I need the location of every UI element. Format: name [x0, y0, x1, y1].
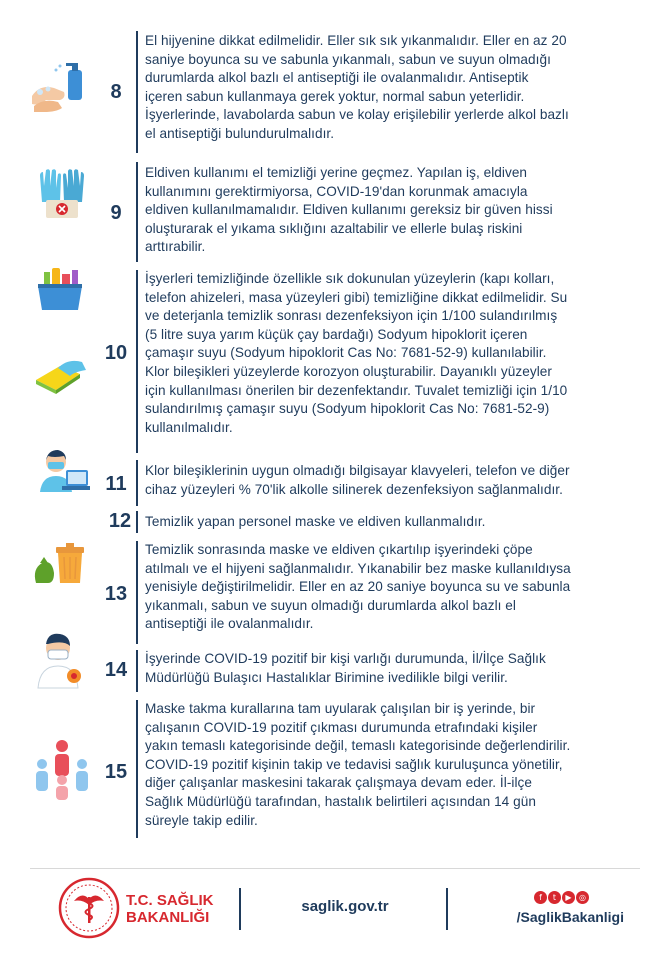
footer-divider-1: [239, 888, 241, 930]
divider: [136, 541, 138, 644]
item-number: 9: [110, 202, 122, 224]
ministry-logo-icon: [58, 877, 120, 939]
computer-user-icon: [30, 448, 94, 494]
item-number: 13: [104, 583, 128, 605]
website-link[interactable]: saglik.gov.tr: [301, 898, 389, 915]
gloves-icon: [30, 166, 94, 222]
sponge-icon: [30, 358, 94, 394]
item-text: Maske takma kurallarına tam uyularak çalışılan bir iş yerinde, bir çalışanın COVID-19 pozitif çıkması durumunda etrafındaki kişiler yakın temaslı kategorisinde değil, temaslı kategorisinde değerlendirilir. COVID-19 pozitif kişinin takip ve tedavisi sağlık kuruluşunca yönetilir, diğer çalışanlar maskesini takarak çalışmaya devam eder. İl-ilçe Sağlık Müdürlüğü tarafından, hastalık belirtileri açısından 14 gün süreyle takip edilir.: [145, 701, 571, 828]
item-text: İşyerinde COVID-19 pozitif bir kişi varlığı durumunda, İl/İlçe Sağlık Müdürlüğü Bulaşıcı Hastalıklar Birimine ivedilikle bilgi verilir.: [145, 651, 546, 685]
social-handle[interactable]: /SaglikBakanligi: [516, 909, 624, 925]
item-number: 12: [108, 510, 132, 532]
footer-separator: [30, 868, 640, 869]
social-icons: [534, 891, 590, 905]
divider: [136, 650, 138, 692]
item-8: [0, 28, 670, 154]
youtube-icon[interactable]: ▶: [562, 891, 575, 904]
item-number: 8: [110, 81, 122, 103]
divider: [136, 700, 138, 838]
hand-washing-icon: [30, 62, 94, 116]
divider: [136, 511, 138, 533]
item-15: [0, 698, 670, 840]
divider: [136, 460, 138, 506]
instagram-icon[interactable]: ◎: [576, 891, 589, 904]
item-13: [0, 539, 670, 645]
item-11: [0, 458, 670, 506]
item-text: Eldiven kullanımı el temizliği yerine geçmez. Yapılan iş, eldiven kullanımını gerektirmiyorsa, COVID-19'dan korunmak amacıyla eldiven kullanılmamalıdır. Eldiven kullanımı gereksiz bir güven hissi oluşturarak el yıkama sıklığını azaltabilir ve ellerle bulaş riskini arttırabilir.: [145, 165, 553, 255]
item-number: 11: [105, 473, 127, 495]
item-text: Klor bileşiklerinin uygun olmadığı bilgisayar klavyeleri, telefon ve diğer cihaz yüzeyleri % 70'lik alkolle silinerek dezenfeksiyon sağlanmalıdır.: [145, 463, 570, 497]
item-text: El hijyenine dikkat edilmelidir. Eller sık sık yıkanmalıdır. Eller en az 20 saniye boyunca su ve sabunla yıkanmalı, sabun ve suyun olmadığı durumlarda alkol bazlı el antiseptiği ile ovalanmalıdır. Antiseptik içeren sabun kullanmaya gerek yoktur, normal sabun yeterlidir. İşyerlerinde, lavabolarda sabun ve kolay erişilebilir yerlerde alkol bazlı el antiseptiği bulundurulmalıdır.: [145, 33, 569, 141]
trash-bin-icon: [30, 539, 94, 585]
cleaning-supplies-icon: [30, 268, 94, 312]
item-number: 15: [104, 761, 128, 783]
item-10: [0, 268, 670, 455]
item-number: 10: [104, 342, 128, 364]
item-text: İşyerleri temizliğinde özellikle sık dokunulan yüzeylerin (kapı kolları, telefon ahizeleri, masa yüzeyleri gibi) temizliğine dikkat edilmelidir. Su ve deterjanla temizlik sonrası dezenfeksiyon için 1/100 sulandırılmış (5 litre suya yarım küçük çay bardağı) Sodyum hipoklorit içeren çamaşır suyu (Sodyum hipoklorit Cas No: 7681-52-9) kullanılabilir. Klor bileşikleri yüzeylerde korozyon oluşturabilir. Dayanıklı yüzeyler için kullanılması önerilen bir dezenfektandır. Tuvalet temizliği için 1/10 sulandırılmış çamaşır suyu (Sodyum hipoklorit Cas No: 7681-52-9) kullanılmalıdır.: [145, 271, 568, 435]
people-group-icon: [30, 738, 94, 800]
divider: [136, 162, 138, 262]
masked-person-icon: [30, 630, 94, 690]
item-12: [0, 509, 670, 535]
divider: [136, 31, 138, 153]
footer-divider-2: [446, 888, 448, 930]
twitter-icon[interactable]: t: [548, 891, 561, 904]
item-text: Temizlik yapan personel maske ve eldiven kullanmalıdır.: [145, 514, 486, 529]
item-9: [0, 160, 670, 264]
item-number: 14: [104, 659, 128, 681]
item-14: [0, 648, 670, 694]
divider: [136, 270, 138, 453]
facebook-icon[interactable]: f: [534, 891, 547, 904]
item-text: Temizlik sonrasında maske ve eldiven çıkartılıp işyerindeki çöpe atılmalı ve el hijyeni sağlanmalıdır. Yıkanabilir bez maske kullanıldıysa yenisiyle değiştirilmelidir. Eller en az 20 saniye boyunca su ve sabunla yıkanmalı, sabun ve suyun olmadığı durumlarda alkol bazlı el antiseptiği ile ovalanmalıdır.: [145, 542, 571, 632]
ministry-name: T.C. SAĞLIK BAKANLIĞI: [126, 892, 214, 926]
